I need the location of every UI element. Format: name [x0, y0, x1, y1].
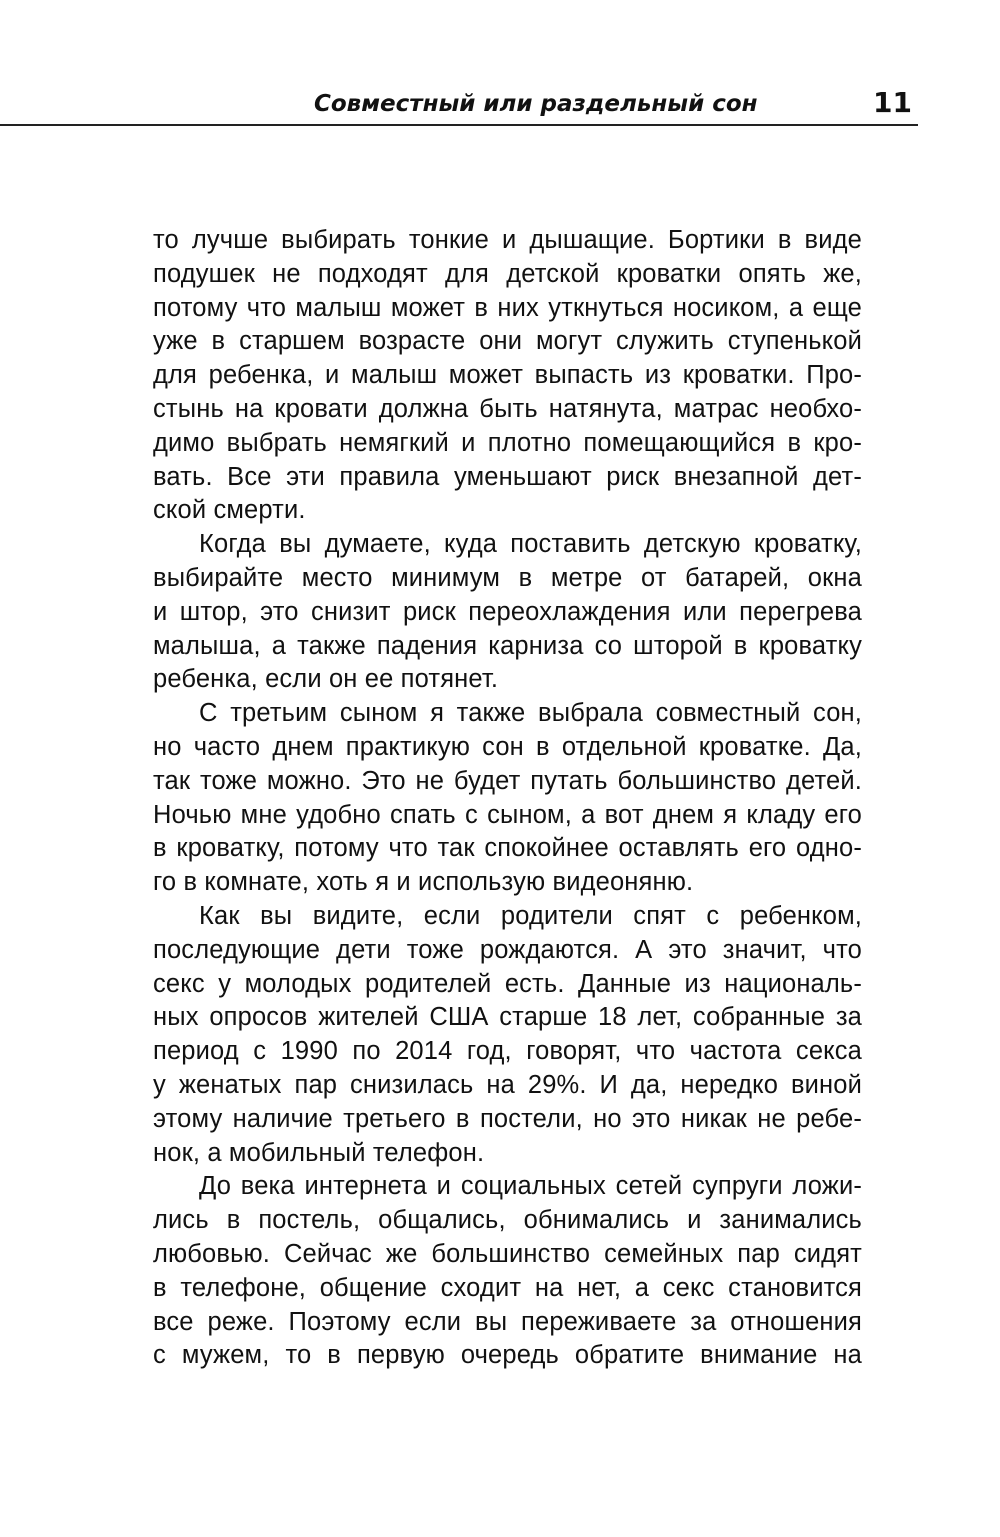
text-line: вать. Все эти правила уменьшают риск внезапной дет- — [153, 462, 862, 491]
text-line: то лучше выбирать тонкие и дышащие. Бортики в виде — [153, 226, 862, 254]
text-line: уже в старшем возрасте они могут служить ступенькой — [153, 327, 862, 356]
text-line: Ночью мне удобно спать с сыном, а вот днем я кладу его — [153, 800, 862, 829]
paragraph-first-line: Как вы видите, если родители спят с ребенком, — [199, 901, 862, 930]
text-line: этому наличие третьего в постели, но это никак не ребе- — [153, 1104, 862, 1133]
text-line: любовью. Сейчас же большинство семейных пар сидят — [153, 1239, 862, 1268]
text-line: ных опросов жителей США старше 18 лет, собранные за — [153, 1003, 862, 1032]
text-line: у женатых пар снизилась на 29%. И да, нередко виной — [153, 1070, 862, 1099]
text-line: все реже. Поэтому если вы переживаете за отношения — [153, 1307, 862, 1336]
text-line: лись в постель, общались, обнимались и занимались — [153, 1206, 862, 1235]
text-line: в кроватку, потому что так спокойнее оставлять его одно- — [153, 834, 862, 863]
text-line: стынь на кровати должна быть натянута, матрас необхо- — [153, 394, 862, 423]
page-number: 11 — [873, 86, 912, 119]
paragraph-end-line: ской смерти. — [153, 496, 306, 525]
text-line: так тоже можно. Это не будет путать большинство детей. — [153, 766, 862, 795]
paragraph-end-line: нок, а мобильный телефон. — [153, 1138, 485, 1167]
text-line: в телефоне, общение сходит на нет, а секс становится — [153, 1273, 862, 1302]
text-line: подушек не подходят для детской кроватки опять же, — [153, 259, 862, 288]
text-line: с мужем, то в первую очередь обратите внимание на — [153, 1341, 862, 1370]
text-line: малыша, а также падения карниза со шторой в кроватку — [153, 631, 862, 660]
text-line: для ребенка, и малыш может выпасть из кроватки. Про- — [153, 361, 862, 390]
running-head — [0, 0, 918, 126]
text-line: период с 1990 по 2014 год, говорят, что частота секса — [153, 1037, 862, 1066]
paragraph-end-line: го в комнате, хоть я и использую видеоняню. — [153, 868, 694, 897]
paragraph-first-line: С третьим сыном я также выбрала совместный сон, — [199, 699, 862, 728]
paragraph-end-line: ребенка, если он ее потянет. — [153, 665, 499, 694]
paragraph-first-line: Когда вы думаете, куда поставить детскую кроватку, — [199, 530, 862, 559]
running-title: Совместный или раздельный сон — [314, 91, 758, 117]
text-line: димо выбрать немягкий и плотно помещающийся в кро- — [153, 428, 862, 457]
text-line: потому что малыш может в них уткнуться носиком, а еще — [153, 293, 862, 322]
paragraph-first-line: До века интернета и социальных сетей супруги ложи- — [199, 1172, 862, 1201]
text-line: но часто днем практикую сон в отдельной кроватке. Да, — [153, 732, 862, 761]
page-body-text — [153, 224, 862, 1373]
text-line: секс у молодых родителей есть. Данные из националь- — [153, 969, 862, 998]
text-line: последующие дети тоже рождаются. А это значит, что — [153, 935, 862, 964]
text-line: выбирайте место минимум в метре от батарей, окна — [153, 563, 862, 592]
text-line: и штор, это снизит риск переохлаждения или перегрева — [153, 597, 862, 626]
